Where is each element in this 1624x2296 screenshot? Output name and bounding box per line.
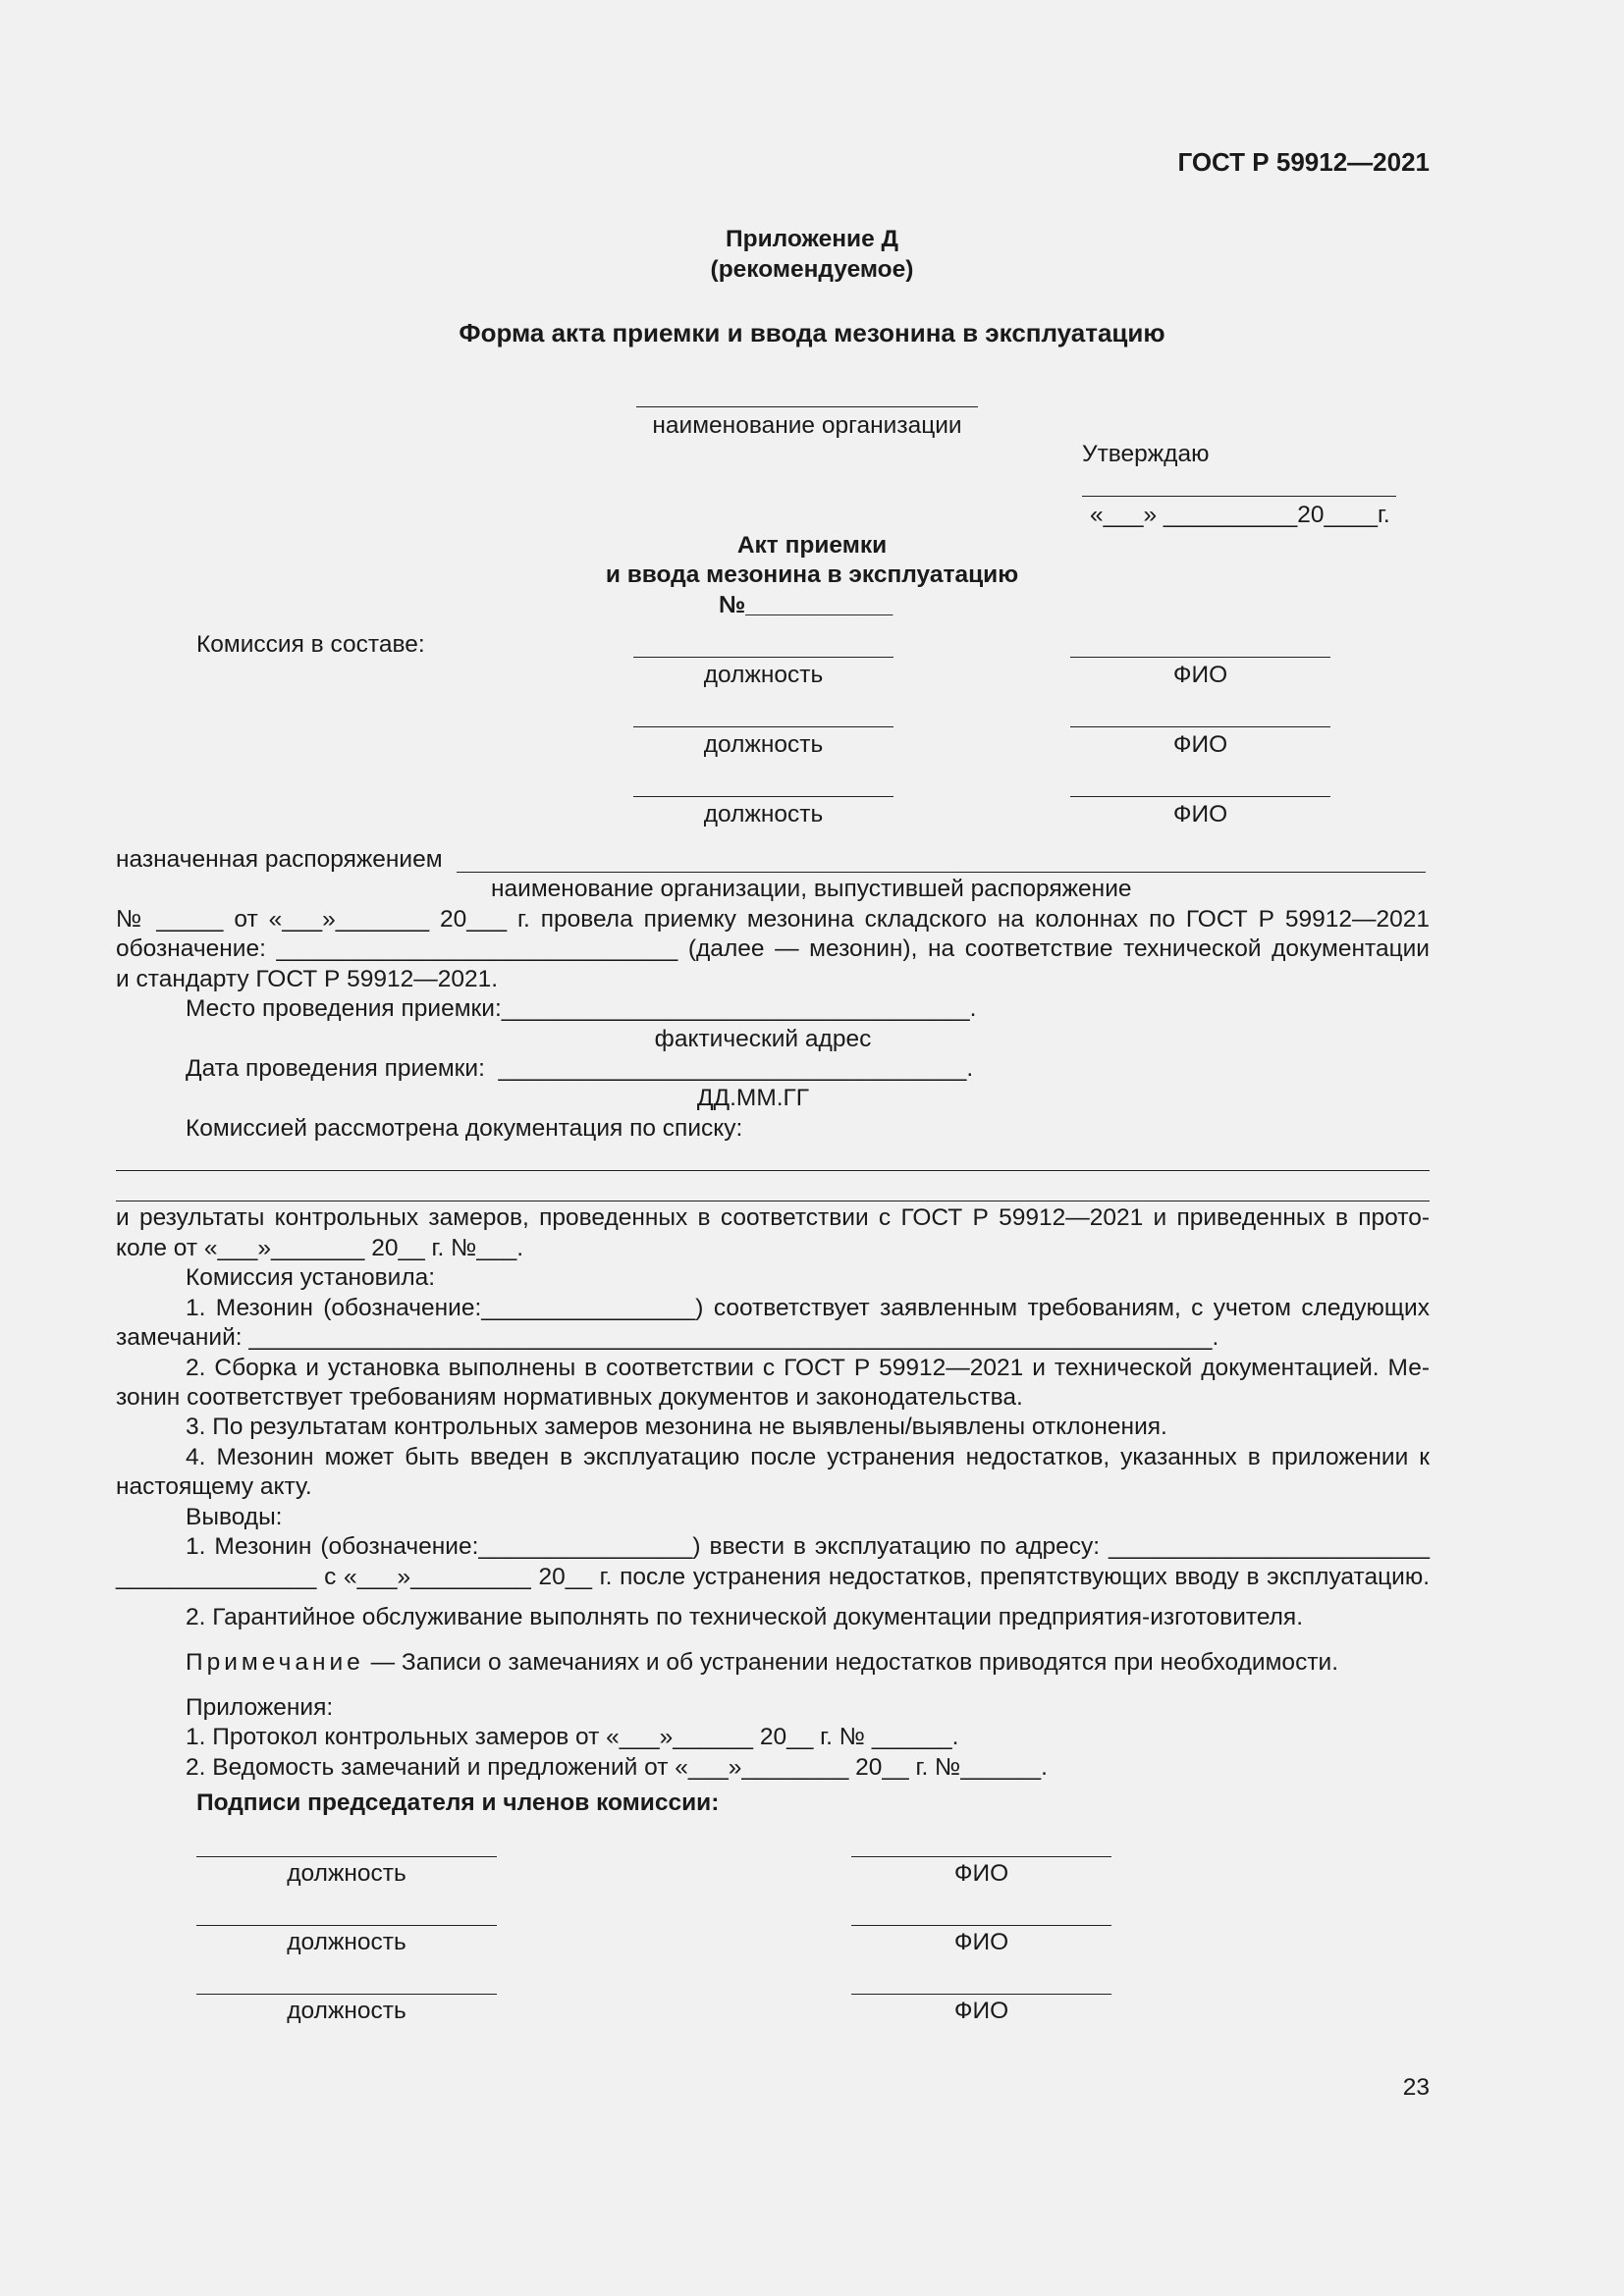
attachment-item: 1. Протокол контрольных замеров от «___»______ 20__ г. № ______. [186,1724,959,1750]
conclusion-line: 2. Гарантийное обслуживание выполнять по технической документации предприятия-изготовителя. [186,1604,1304,1630]
signature-name-line [851,1994,1111,1995]
signature-name-line [851,1925,1111,1926]
standard-number: ГОСТ Р 59912—2021 [1177,147,1430,177]
name-caption: ФИО [1172,801,1228,828]
place-caption: фактический адрес [654,1026,872,1052]
item-line: 4. Мезонин может быть введен в эксплуатацию после устранения недостатков, указанных в приложении к [186,1444,1430,1470]
appointed-label: назначенная распоряжением [116,846,443,873]
position-caption: должность [703,662,824,688]
note-text: — Записи о замечаниях и об устранении недостатков приводятся при необходимости. [363,1649,1339,1676]
note [186,1648,1338,1678]
item-line: 1. Мезонин (обозначение:________________) соответствует заявленным требованиям, с учетом следующих [186,1295,1430,1321]
appointed-line [457,872,1426,873]
signature-position-line [196,1994,497,1995]
commission-label: Комиссия в составе: [196,631,425,658]
conclusion-line: _______________ с «___»_________ 20__ г. после устранения недостатков, препятствующих вводу в эксплуатацию. [116,1564,1430,1590]
position-caption: должность [287,1860,406,1887]
paragraph-line: обозначение: ______________________________ (далее — мезонин), на соответствие технической документации [116,935,1430,962]
approve-label: Утверждаю [1082,441,1210,467]
act-subtitle: и ввода мезонина в эксплуатацию [605,561,1019,588]
position-caption: должность [287,1998,406,2024]
place-field: Место проведения приемки:___________________________________. [186,995,977,1022]
item-line: 3. По результатам контрольных замеров мезонина не выявлены/выявлены отклонения. [186,1414,1167,1440]
page-number: 23 [1402,2074,1430,2101]
appendix-title: Приложение Д [726,226,898,252]
item-line: 2. Сборка и установка выполнены в соответствии с ГОСТ Р 59912—2021 и технической документацией. Ме- [186,1355,1430,1381]
name-line [1070,796,1330,797]
appendix-status: (рекомендуемое) [710,256,914,283]
attachment-item: 2. Ведомость замечаний и предложений от «___»________ 20__ г. №______. [186,1754,1048,1781]
position-caption: должность [287,1929,406,1955]
org-line [636,406,978,407]
approve-signature-line [1082,496,1396,497]
note-label: Примечание [186,1649,364,1676]
established-label: Комиссия установила: [186,1264,436,1291]
appointed-caption: наименование организации, выпустившей распоряжение [491,876,1132,902]
conclusions-label: Выводы: [186,1504,283,1530]
paragraph-line: и стандарту ГОСТ Р 59912—2021. [116,966,499,992]
act-number: №___________ [719,592,893,618]
item-line: зонин соответствует требованиям нормативных документов и законодательства. [116,1384,1023,1411]
position-line [633,657,893,658]
org-caption: наименование организации [652,412,962,439]
position-caption: должность [703,801,824,828]
name-line [1070,726,1330,727]
act-title: Акт приемки [736,532,888,559]
name-line [1070,657,1330,658]
item-line: настоящему акту. [116,1473,312,1500]
name-caption: ФИО [1172,662,1228,688]
docs-label: Комиссией рассмотрена документация по списку: [186,1115,743,1142]
signature-position-line [196,1856,497,1857]
paragraph-line: № _____ от «___»_______ 20___ г. провела приемку мезонина складского на колоннах по ГОСТ Р 59912—2021 [116,906,1430,933]
name-caption: ФИО [1172,731,1228,758]
signature-name-line [851,1856,1111,1857]
position-line [633,726,893,727]
date-caption: ДД.ММ.ГГ [696,1085,810,1111]
conclusion-line: 1. Мезонин (обозначение:________________) ввести в эксплуатацию по адресу: ________________________ [186,1533,1430,1560]
name-caption: ФИО [953,1998,1009,2024]
position-line [633,796,893,797]
position-caption: должность [703,731,824,758]
docs-line [116,1170,1430,1171]
signature-position-line [196,1925,497,1926]
name-caption: ФИО [953,1860,1009,1887]
approve-date: «___» __________20____г. [1090,502,1390,528]
attachments-label: Приложения: [186,1694,334,1721]
results-line: коле от «___»_______ 20__ г. №___. [116,1235,524,1261]
name-caption: ФИО [953,1929,1009,1955]
results-line: и результаты контрольных замеров, проведенных в соответствии с ГОСТ Р 59912—2021 и приведенных в прото- [116,1204,1430,1231]
form-title: Форма акта приемки и ввода мезонина в эксплуатацию [459,318,1165,347]
date-field: Дата проведения приемки: ___________________________________. [186,1055,974,1082]
item-line: замечаний: ________________________________________________________________________. [116,1324,1219,1351]
signatures-heading: Подписи председателя и членов комиссии: [196,1789,720,1816]
